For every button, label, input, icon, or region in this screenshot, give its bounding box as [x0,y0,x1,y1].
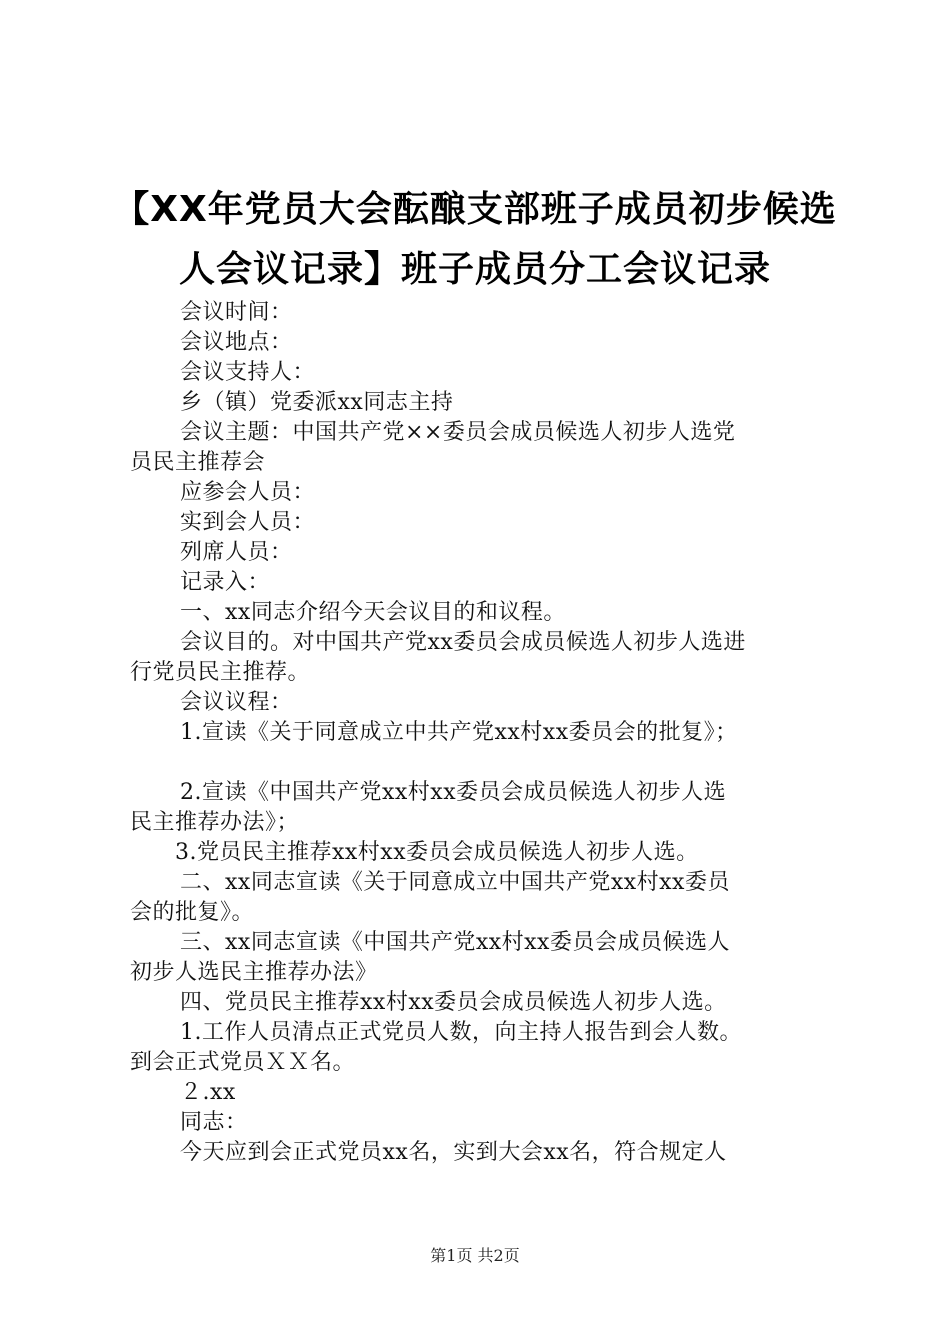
procedure-step-1-continuation: 到会正式党员ＸＸ名。 [130,1050,356,1075]
actual-attendees-label: 实到会人员： [180,510,316,535]
agenda-item-2: 2.宣读《中国共产党xx村xx委员会成员候选人初步人选 [180,780,727,805]
agenda-item-1: 1.宣读《关于同意成立中共产党xx村xx委员会的批复》； [180,720,738,745]
agenda-item-2-continuation: 民主推荐办法》； [130,810,300,835]
meeting-purpose-line: 会议目的。对中国共产党xx委员会成员候选人初步人选进 [180,630,746,655]
page-number-footer: 第1页 共2页 [430,1246,520,1265]
address-line: 同志： [180,1110,248,1135]
meeting-topic-continuation: 员民主推荐会 [130,450,266,475]
meeting-purpose-continuation: 行党员民主推荐。 [130,660,311,685]
procedure-step-2: ２.xx [180,1080,236,1105]
expected-attendees-label: 应参会人员： [180,480,316,505]
agenda-section-3: 三、xx同志宣读《中国共产党xx村xx委员会成员候选人 [180,930,730,955]
agenda-section-2-continuation: 会的批复》。 [130,900,255,925]
agenda-section-3-continuation: 初步人选民主推荐办法》 [130,960,378,985]
host-assignment-line: 乡（镇）党委派xx同志主持 [180,390,454,415]
document-body [130,298,840,1168]
recorder-label: 记录入： [180,570,271,595]
agenda-item-3: 3.党员民主推荐xx村xx委员会成员候选人初步人选。 [175,840,699,865]
agenda-section-2: 二、xx同志宣读《关于同意成立中国共产党xx村xx委员 [180,870,730,895]
attendance-report-line: 今天应到会正式党员xx名，实到大会xx名，符合规定人 [180,1140,727,1165]
meeting-host-label: 会议支持人： [180,360,316,385]
agenda-section-4: 四、党员民主推荐xx村xx委员会成员候选人初步人选。 [180,990,727,1015]
meeting-agenda-label: 会议议程： [180,690,293,715]
meeting-topic-line: 会议主题：中国共产党××委员会成员候选人初步人选党 [180,420,736,445]
procedure-step-1: 1.工作人员清点正式党员人数，向主持人报告到会人数。 [180,1020,742,1045]
meeting-time-label: 会议时间： [180,300,293,325]
observers-label: 列席人员： [180,540,293,565]
document-title-line-1: 【XX年党员大会酝酿支部班子成员初步候选 [113,189,837,230]
meeting-place-label: 会议地点： [180,330,293,355]
document-title-line-2: 人会议记录】班子成员分工会议记录 [178,249,771,290]
agenda-section-1: 一、xx同志介绍今天会议目的和议程。 [180,600,566,625]
